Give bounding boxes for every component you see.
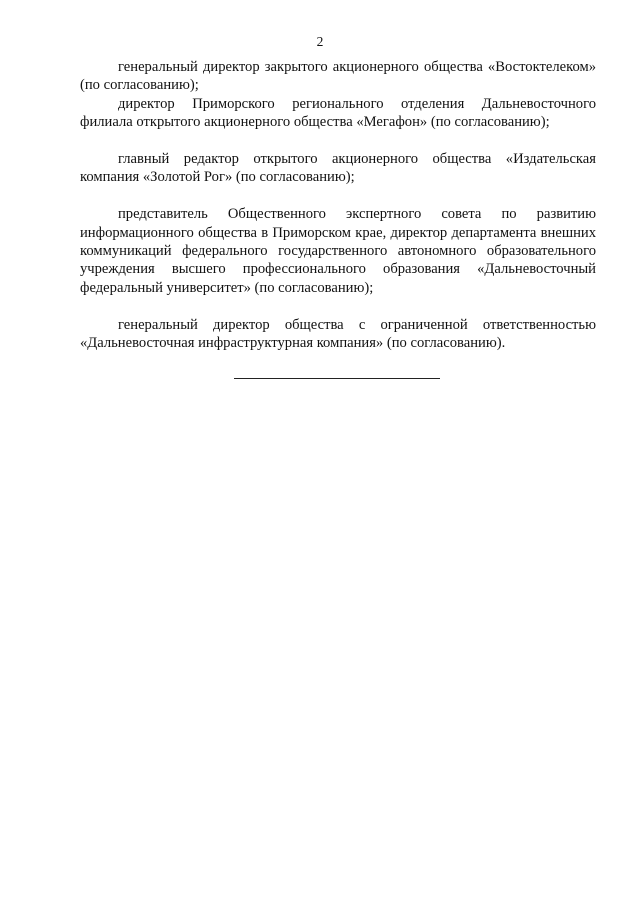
paragraph-spacer — [80, 297, 596, 315]
paragraph-spacer — [80, 187, 596, 205]
list-item: генеральный директор закрытого акционерного общества «Востоктелеком» (по согласованию); — [80, 59, 596, 94]
page-number: 2 — [316, 34, 324, 49]
paragraph-spacer — [80, 132, 596, 150]
list-item: генеральный директор общества с ограниченной ответственностью «Дальневосточная инфраструктурная компания» (по согласованию). — [80, 316, 596, 352]
list-item: директор Приморского регионального отделения Дальневосточного филиала открытого акционерного общества «Мегафон» (по согласованию); — [80, 95, 596, 131]
members-list — [80, 58, 596, 352]
end-divider-line — [234, 378, 440, 379]
list-item: представитель Общественного экспертного совета по развитию информационного общества в Приморском крае, директор департамента внешних коммуникаций федерального государственного автономного образовательного учреждения высшего профессионального образования «Дальневосточный федеральный университет» (по согласованию); — [80, 206, 596, 296]
list-item: главный редактор открытого акционерного общества «Издательская компания «Золотой Рог» (по согласованию); — [80, 151, 596, 186]
